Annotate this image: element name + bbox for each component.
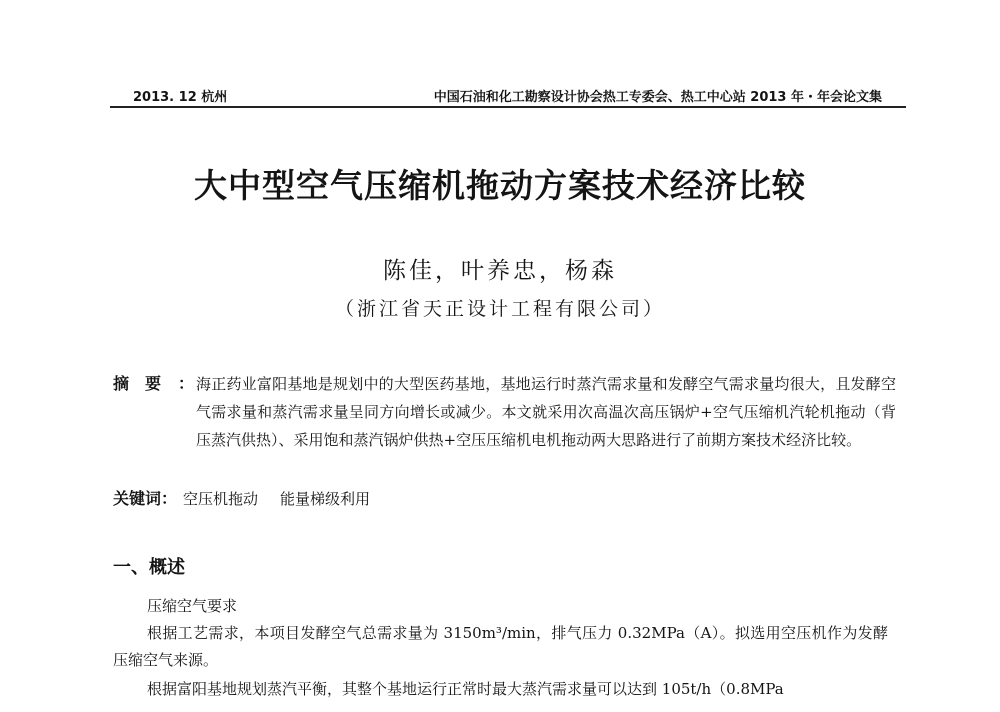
section-heading: 一、概述	[113, 557, 185, 578]
paper-title: 大中型空气压缩机拖动方案技术经济比较	[194, 166, 806, 205]
header-proceedings-title: 中国石油和化工勘察设计协会热工专委会、热工中心站 2013 年・年会论文集	[433, 90, 882, 105]
affiliation: （浙江省天正设计工程有限公司）	[334, 298, 665, 320]
body-paragraph: 压缩空气要求	[147, 597, 238, 615]
body-paragraph: 根据富阳基地规划蒸汽平衡，其整个基地运行正常时最大蒸汽需求量可以达到 105t/h（0.8MPa	[147, 680, 784, 698]
authors: 陈佳，叶养忠，杨森	[383, 258, 617, 284]
abstract-text: 海正药业富阳基地是规划中的大型医药基地，基地运行时蒸汽需求量和发酵空气需求量均很大，且发酵空气需求量和蒸汽需求量呈同方向增长或减少。本文就采用次高温次高压锅炉+空气压缩机汽轮机拖动（背压蒸汽供热）、采用饱和蒸汽锅炉供热+空压压缩机电机拖动两大思路进行了前期方案技术经济比较。	[196, 375, 896, 449]
header-date-location: 2013. 12 杭州	[133, 90, 228, 105]
keywords-label: 关键词：	[113, 489, 178, 508]
keywords	[113, 486, 370, 509]
abstract-label: 摘要	[113, 374, 178, 393]
header-rule	[110, 106, 906, 108]
keyword-item: 空压机拖动	[183, 490, 259, 508]
abstract-colon: ：	[178, 374, 195, 393]
keyword-item: 能量梯级利用	[280, 490, 371, 508]
body-paragraph: 根据工艺需求，本项目发酵空气总需求量为 3150m³/min，排气压力 0.32MPa（A）。拟选用空压机作为发酵压缩空气来源。	[113, 624, 888, 669]
